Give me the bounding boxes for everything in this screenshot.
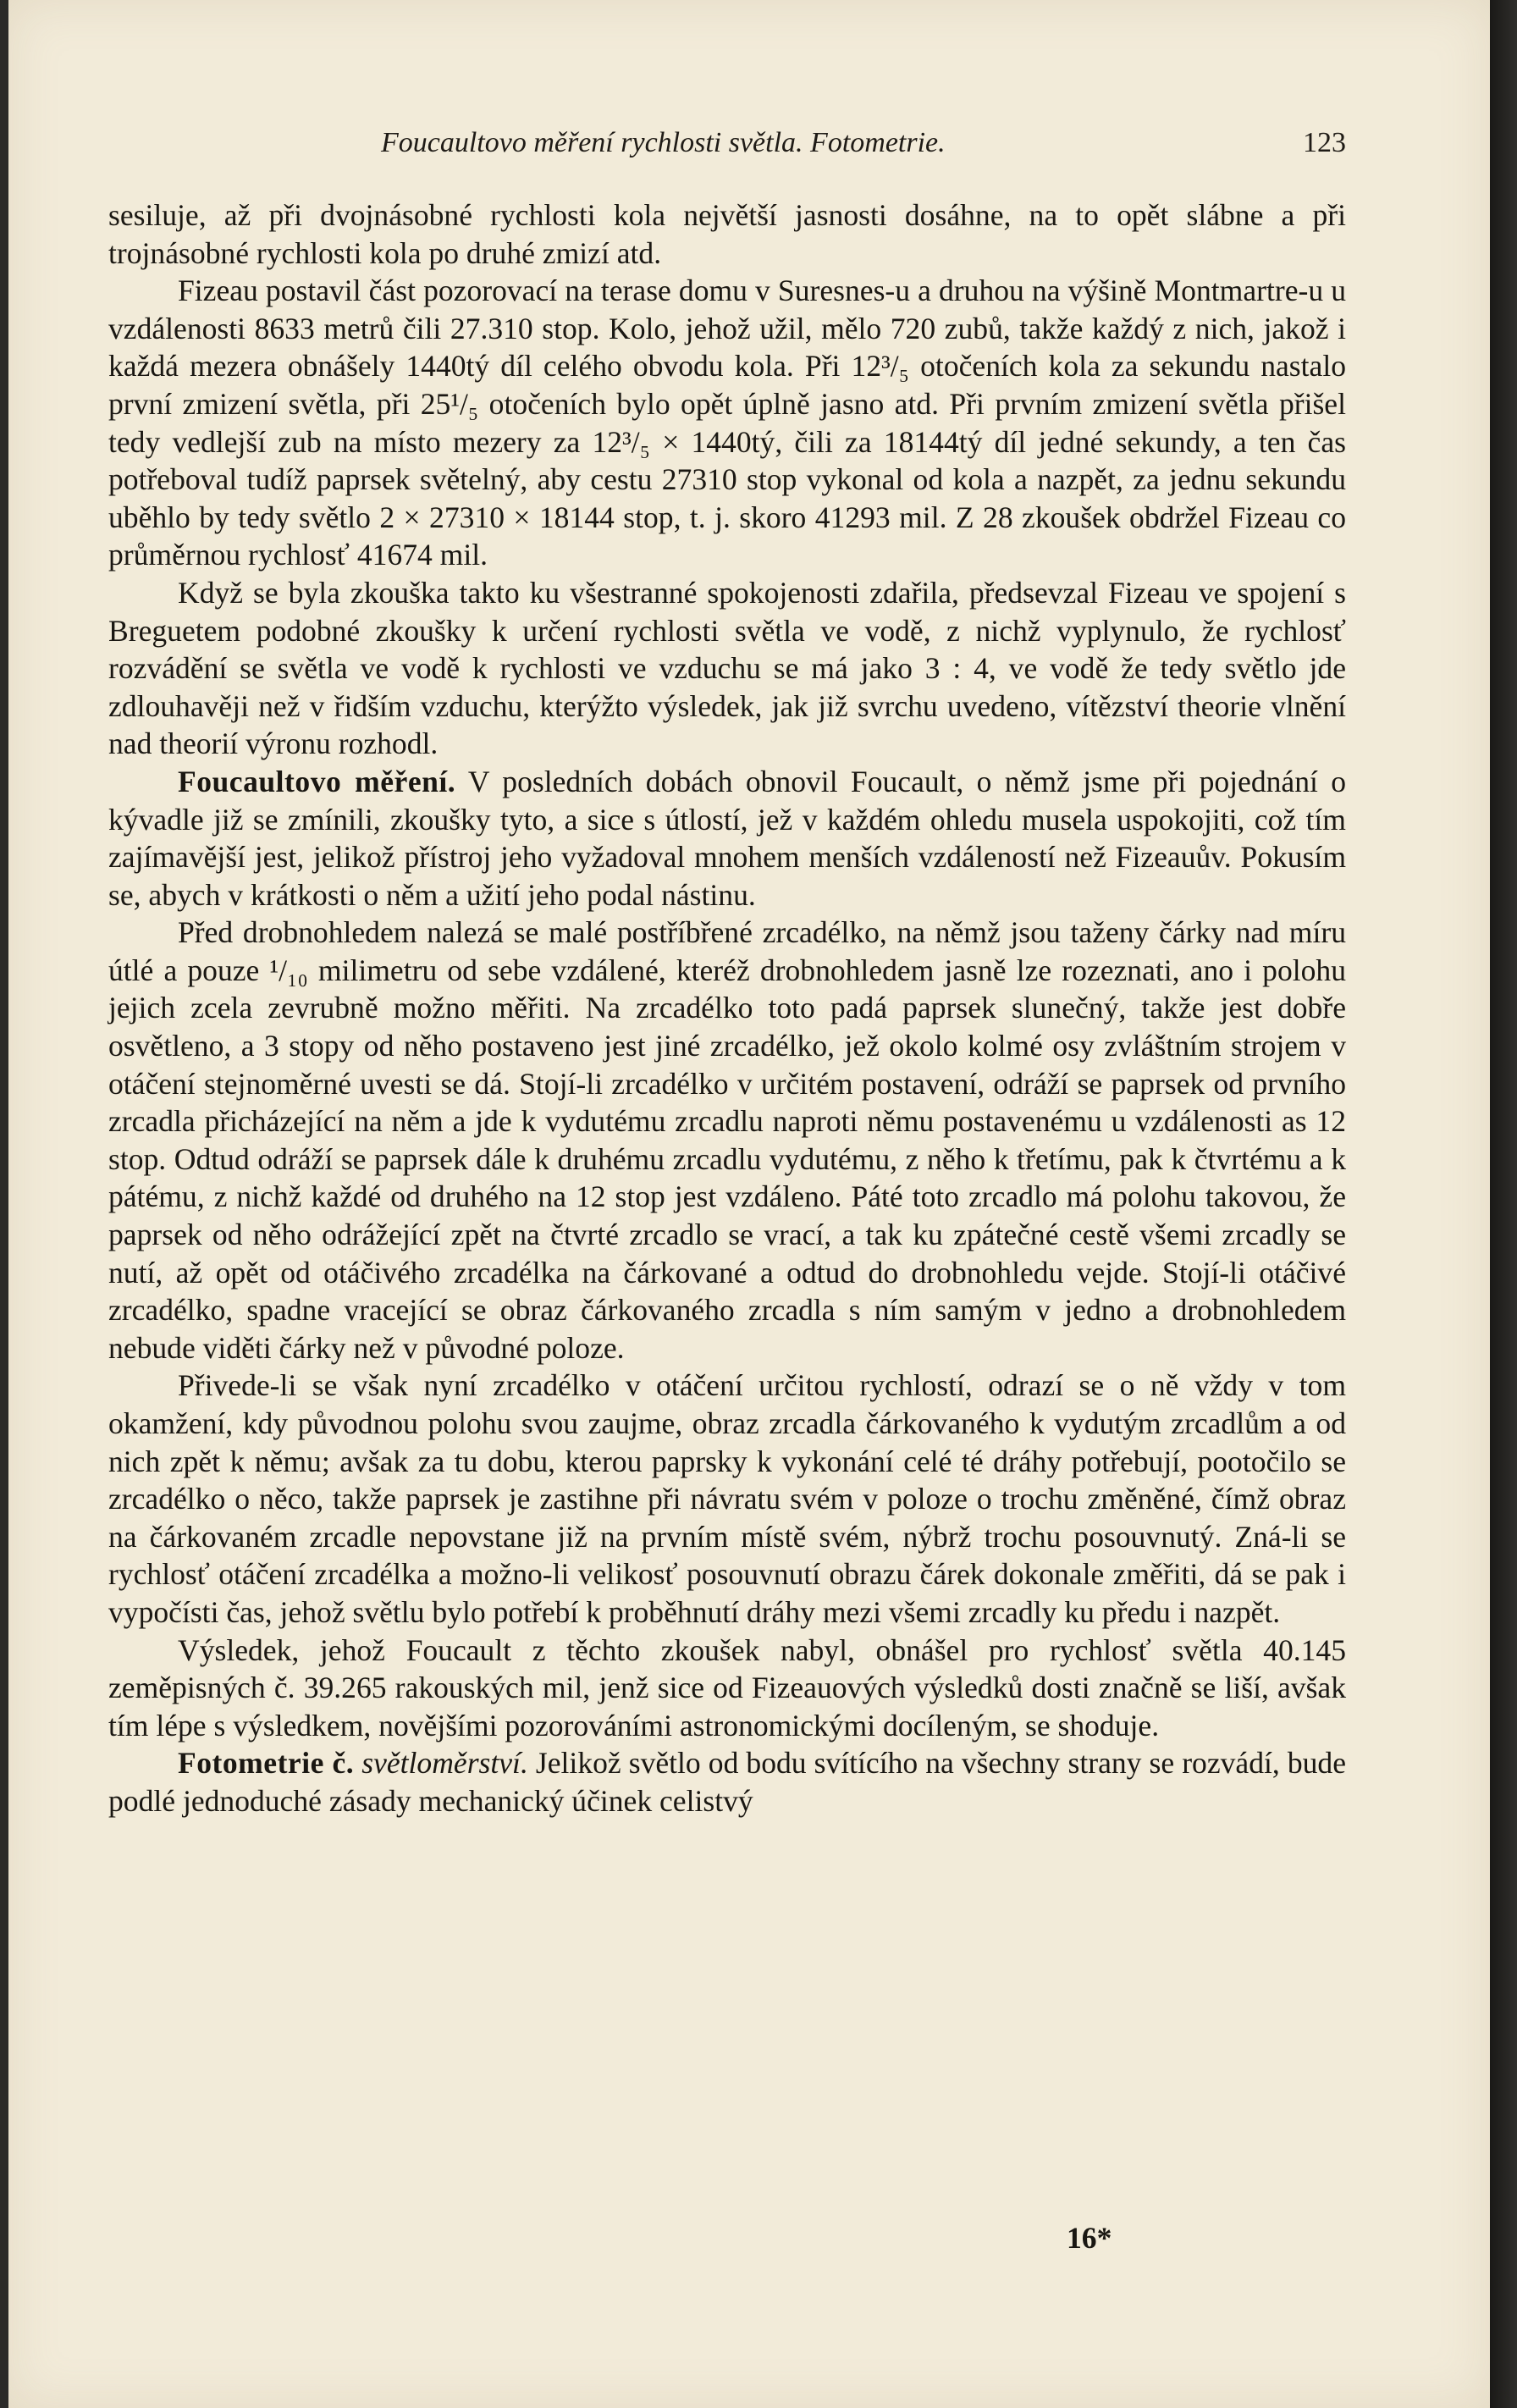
paragraph bbox=[108, 763, 1346, 914]
paragraph: Přivede-li se však nyní zrcadélko v otáčení určitou rychlostí, odrazí se o ně vždy v tom okamžení, kdy původnou polohu svou zaujme, obraz zrcadla čárkovaného k vydutým zrcadlům a od nich zpět k němu; avšak za tu dobu, kterou paprsky k vykonání celé té dráhy potřebují, pootočilo se zrcadélko o něco, takže paprsek je zastihne při návratu svém v poloze o trochu změněné, čímž obraz na čárkovaném zrcadle nepovstane již na prvním místě svém, nýbrž trochu posouvnutý. Zná-li se rychlosť otáčení zrcadélka a možno-li velikosť posouvnutí obrazu čárek dokonale změřiti, dá se pak i vypočísti čas, jehož světlu bylo potřebí k proběhnutí dráhy mezi všemi zrcadly ku předu i nazpět. bbox=[108, 1368, 1346, 1629]
page-number: 123 bbox=[1303, 127, 1346, 158]
paragraph-text: Jelikož světlo od bodu svítícího na všechny strany se rozvádí, bude podlé jednoduché zásady mechanický účinek celistvý bbox=[108, 1746, 1346, 1818]
section-heading-photometry: Fotometrie č. bbox=[178, 1746, 355, 1781]
paragraph: Když se byla zkouška takto ku všestranné spokojenosti zdařila, předsevzal Fizeau ve spojení s Breguetem podobné zkoušky k určení rychlosti světla ve vodě, z nichž vyplynulo, že rychlosť rozvádění se světla ve vodě k rychlosti ve vzduchu se má jako 3 : 4, ve vodě že tedy světlo jde zdlouhavěji než v řidším vzduchu, kterýžto výsledek, jak již svrchu uvedeno, vítězství theorie vlnění nad theorií výronu rozhodl. bbox=[108, 575, 1346, 761]
body-text bbox=[108, 196, 1346, 1820]
paragraph: Výsledek, jehož Foucault z těchto zkoušek nabyl, obnášel pro rychlosť světla 40.145 zeměpisných č. 39.265 rakouských mil, jenž sice od Fizeauových výsledků dosti značně se liší, avšak tím lépe s výsledkem, novějšími pozorováními astronomickými docíleným, se shoduje. bbox=[108, 1632, 1346, 1742]
page-header bbox=[119, 127, 1346, 169]
book-page bbox=[8, 0, 1490, 2408]
paragraph-text: V posledních dobách obnovil Foucault, o němž jsme při pojednání o kývadle již se zmínili, zkoušky tyto, a sice s útlostí, jež v každém ohledu musela uspokojiti, což tím zajímavější jest, jelikož přístroj jeho vyžadoval mnohem menších vzdáleností než Fizeauův. Pokusím se, abych v krátkosti o něm a užití jeho podal nástinu. bbox=[108, 764, 1346, 912]
printer-signature: 16* bbox=[1067, 2221, 1112, 2255]
page-edge-shadow bbox=[1490, 0, 1517, 2408]
paragraph: Před drobnohledem nalezá se malé postříbřené zrcadélko, na němž jsou taženy čárky nad míru útlé a pouze ¹/₁₀ milimetru od sebe vzdálené, kteréž drobnohledem jasně lze rozeznati, ano i polohu jejich zcela zevrubně možno měřiti. Na zrcadélko toto padá paprsek slunečný, takže jest dobře osvětleno, a 3 stopy od něho postaveno jest jiné zrcadélko, jež okolo kolmé osy zvláštním strojem v otáčení stejnoměrné uvesti se dá. Stojí-li zrcadélko v určitém postavení, odráží se paprsek od prvního zrcadla přicházející na něm a jde k vydutému zrcadlu naproti němu postavenému u vzdálenosti as 12 stop. Odtud odráží se paprsek dále k druhému zrcadlu vydutému, z něho k třetímu, pak k čtvrtému a k pátému, z nichž každé od druhého na 12 stop jest vzdáleno. Páté toto zrcadlo má polohu takovou, že paprsek od něho odrážející zpět na čtvrté zrcadlo se vrací, a tak ku zpátečné cestě všemi zrcadly se nutí, až opět od otáčivého zrcadélka na čárkované a odtud do drobnohledu vejde. Stojí-li otáčivé zrcadélko, spadne vracející se obraz čárkovaného zrcadla s ním samým v jedno a drobnohledem nebude viděti čárky než v původné poloze. bbox=[108, 915, 1346, 1365]
paragraph: Fizeau postavil část pozorovací na terase domu v Suresnes-u a druhou na výšině Montmartre-u u vzdálenosti 8633 metrů čili 27.310 stop. Kolo, jehož užil, mělo 720 zubů, takže každý z nich, jakož i každá mezera obnášely 1440tý díl celého obvodu kola. Při 12³/₅ otočeních kola za sekundu nastalo první zmizení světla, při 25¹/₅ otočeních bylo opět úplně jasno atd. Při prvním zmizení světla přišel tedy vedlejší zub na místo mezery za 12³/₅ × 1440tý, čili za 18144tý díl jedné sekundy, a ten čas potřeboval tudíž paprsek světelný, aby cestu 27310 stop vykonal od kola a nazpět, za jednu sekundu uběhlo by tedy světlo 2 × 27310 × 18144 stop, t. j. skoro 41293 mil. Z 28 zkoušek obdržel Fizeau co průměrnou rychlosť 41674 mil. bbox=[108, 273, 1346, 572]
paragraph bbox=[108, 1744, 1346, 1820]
section-heading-foucault: Foucaultovo měření. bbox=[178, 764, 456, 798]
section-heading-photometry-italic: světloměrství. bbox=[361, 1746, 528, 1781]
running-head: Foucaultovo měření rychlosti světla. Fotometrie. bbox=[381, 127, 946, 158]
paragraph: sesiluje, až při dvojnásobné rychlosti kola největší jasnosti dosáhne, na to opět slábne a při trojnásobné rychlosti kola po druhé zmizí atd. bbox=[108, 198, 1346, 270]
